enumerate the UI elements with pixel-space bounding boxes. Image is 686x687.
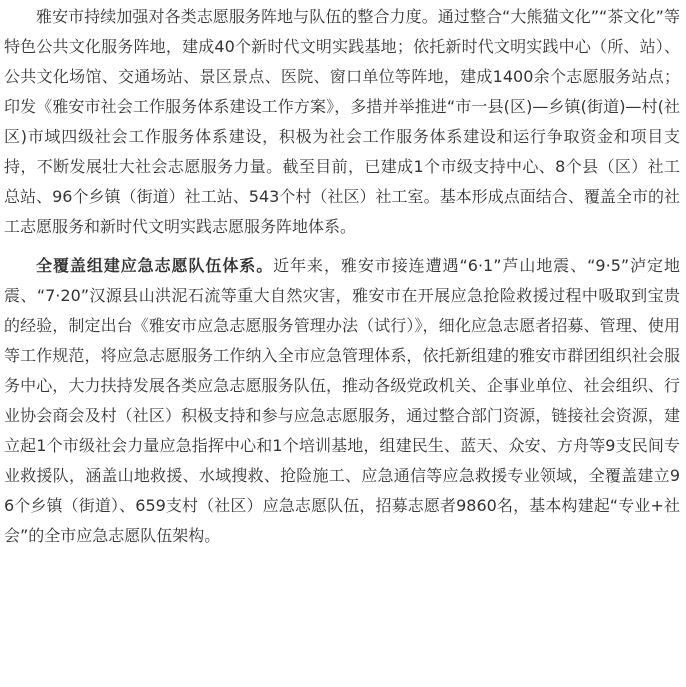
paragraph-volunteer-stations <box>4 2 680 242</box>
paragraph-lead-heading: 全覆盖组建应急志愿队伍体系。 <box>36 256 274 275</box>
paragraph-text: 近年来，雅安市接连遭遇“6·1”芦山地震、“9·5”泸定地震、“7·20”汉源县山洪泥石流等重大自然灾害，雅安市在开展应急抢险救援过程中吸取到宝贵的经验，制定出台《雅安市应急志愿服务管理办法（试行）》，细化应急志愿者招募、管理、使用等工作规范，将应急志愿服务工作纳入全市应急管理体系，依托新组建的雅安市群团组织社会服务中心，大力扶持发展各类应急志愿服务队伍，推动各级党政机关、企事业单位、社会组织、行业协会商会及村（社区）积极支持和参与应急志愿服务，通过整合部门资源，链接社会资源，建立起1个市级社会力量应急指挥中心和1个培训基地，组建民生、蓝天、众安、方舟等9支民间专业救援队，涵盖山地救援、水域搜救、抢险施工、应急通信等应急救援专业领域，全覆盖建立96个乡镇（街道）、659支村（社区）应急志愿队伍，招募志愿者9860名，基本构建起“专业+社会”的全市应急志愿队伍架构。 <box>4 256 680 545</box>
paragraph-emergency-volunteers <box>4 251 680 551</box>
paragraph-text: 雅安市持续加强对各类志愿服务阵地与队伍的整合力度。通过整合“大熊猫文化”“茶文化”等特色公共文化服务阵地，建成40个新时代文明实践基地；依托新时代文明实践中心（所、站）、公共文化场馆、交通场站、景区景点、医院、窗口单位等阵地，建成1400余个志愿服务站点；印发《雅安市社会工作服务体系建设工作方案》，多措并举推进“市一县(区)—乡镇(街道)—村(社区)市域四级社会工作服务体系建设，积极为社会工作服务体系建设和运行争取资金和项目支持，不断发展壮大社会志愿服务力量。截至目前，已建成1个市级支持中心、8个县（区）社工总站、96个乡镇（街道）社工站、543个村（社区）社工室。基本形成点面结合、覆盖全市的社工志愿服务和新时代文明实践志愿服务阵地体系。 <box>4 7 680 236</box>
